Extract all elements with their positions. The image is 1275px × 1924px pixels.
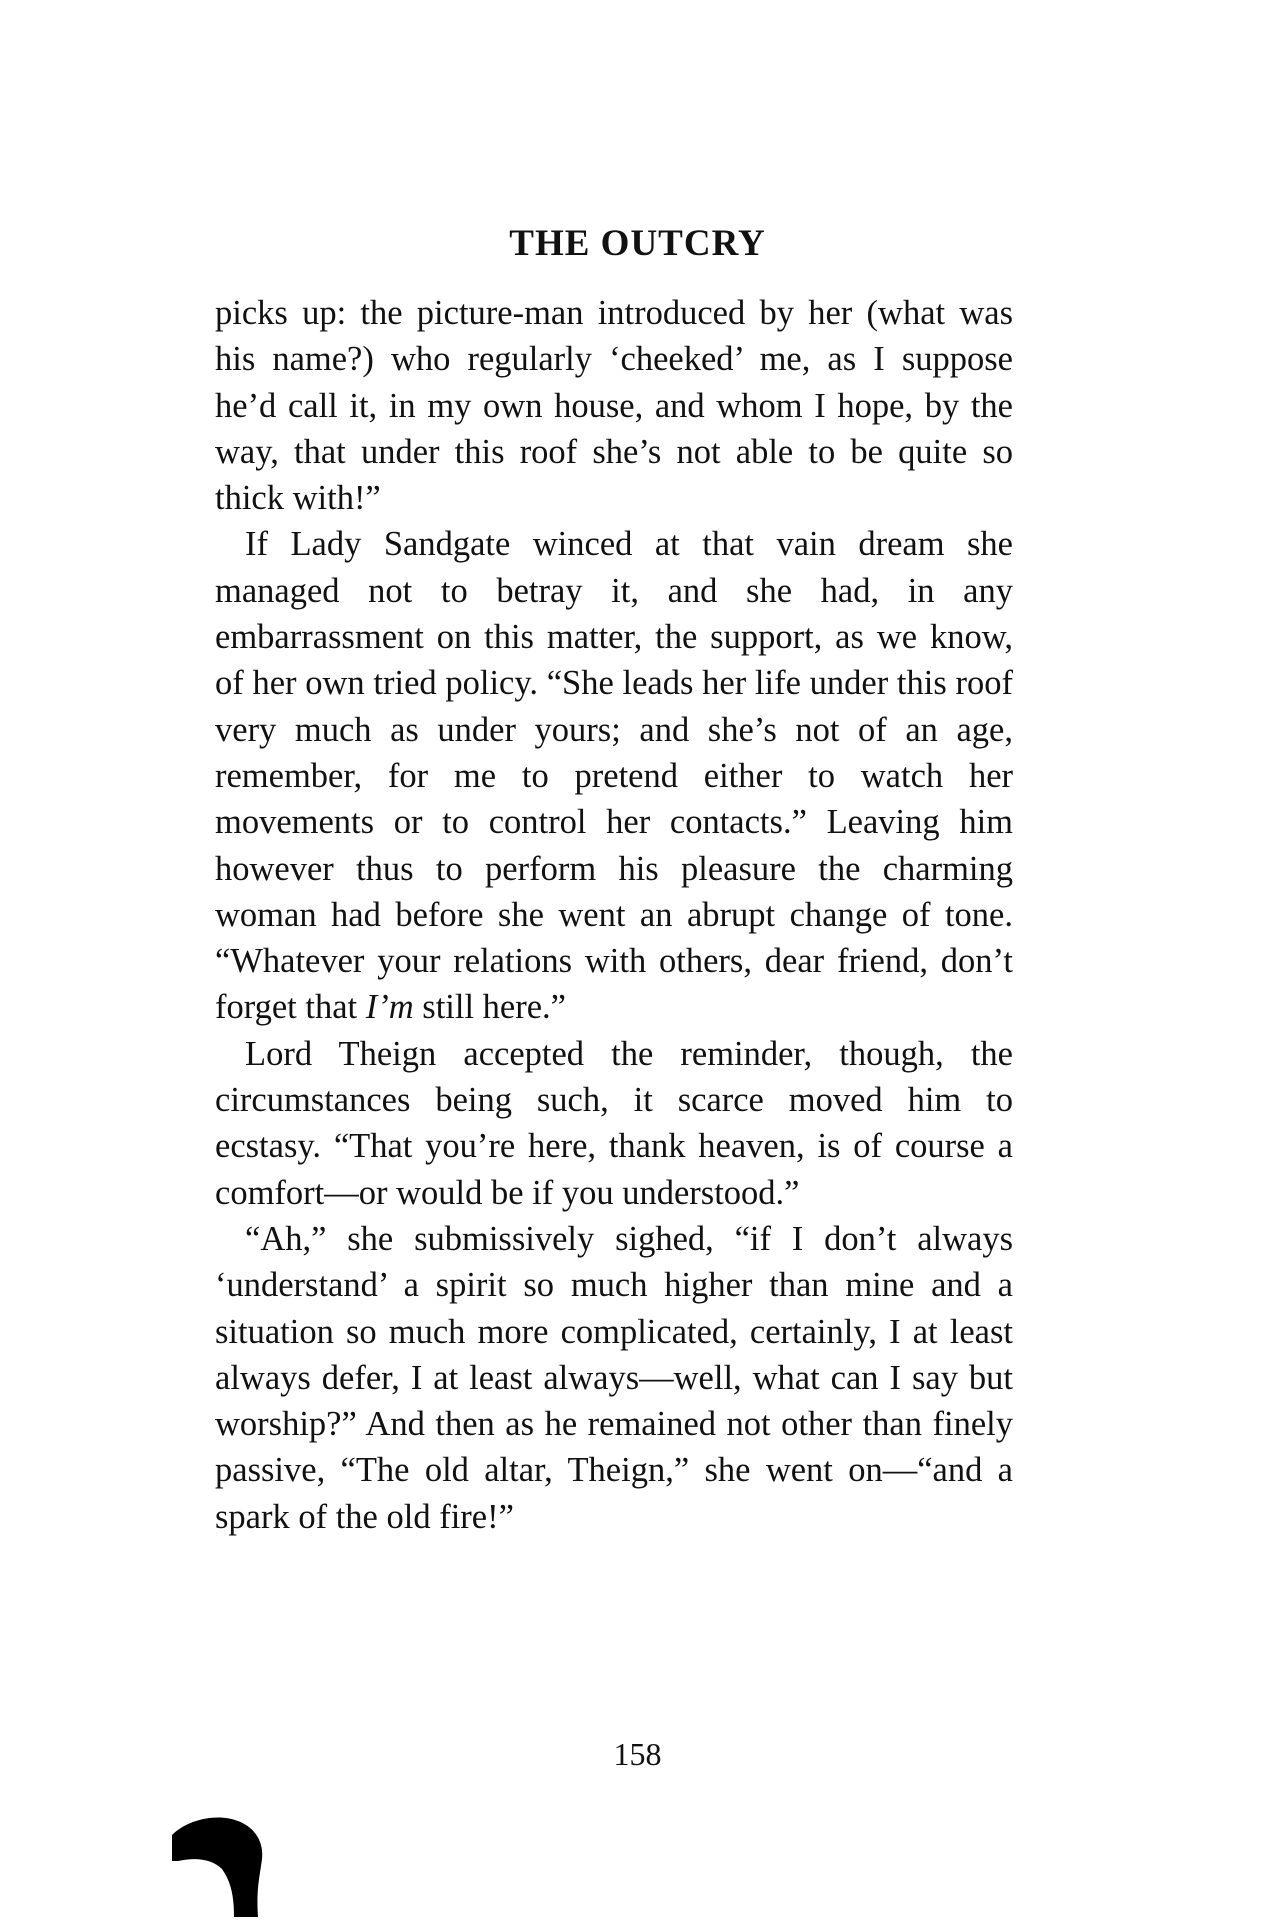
ink-blot xyxy=(170,1813,270,1918)
paragraph xyxy=(215,290,1013,521)
emphasis-text: I’m xyxy=(365,988,414,1027)
page-number: 158 xyxy=(613,1736,662,1772)
running-title: THE OUTCRY xyxy=(509,223,766,264)
paragraph-text-end: still here.” xyxy=(413,988,566,1027)
paragraph-text: Lord Theign accepted the reminder, though, the circumstances being such, it scarce moved him to ecstasy. “That you’re here, thank heaven, is of course a comfort—or would be if you understood.” xyxy=(215,1034,1013,1212)
body-text xyxy=(215,290,1013,1540)
paragraph xyxy=(215,1216,1013,1540)
paragraph-text: “Ah,” she submissively sighed, “if I don’t always ‘understand’ a spirit so much higher than mine and a situation so much more complicated, certainly, I at least always defer, I at least always—well, what can I say but worship?” And then as he remained not other than finely passive, “The old altar, Theign,” she went on—“and a spark of the old fire!” xyxy=(215,1219,1013,1536)
paragraph-text: If Lady Sandgate winced at that vain dream she managed not to betray it, and she had, in any embarrassment on this matter, the support, as we know, of her own tried policy. “She leads her life under this roof very much as under yours; and she’s not of an age, remember, for me to pretend either to watch her movements or to control her contacts.” Leaving him however thus to perform his pleasure the charming woman had before she went an abrupt change of tone. “Whatever your relations with others, dear friend, don’t forget that xyxy=(215,525,1013,1027)
ink-blot-shape xyxy=(172,1817,262,1917)
paragraph xyxy=(215,1031,1013,1216)
paragraph xyxy=(215,521,1013,1030)
paragraph-text: picks up: the picture-man introduced by her (what was his name?) who regularly ‘cheeked’ me, as I suppose he’d call it, in my own house, and whom I hope, by the way, that under this roof she’s not able to be quite so thick with!” xyxy=(215,294,1013,518)
